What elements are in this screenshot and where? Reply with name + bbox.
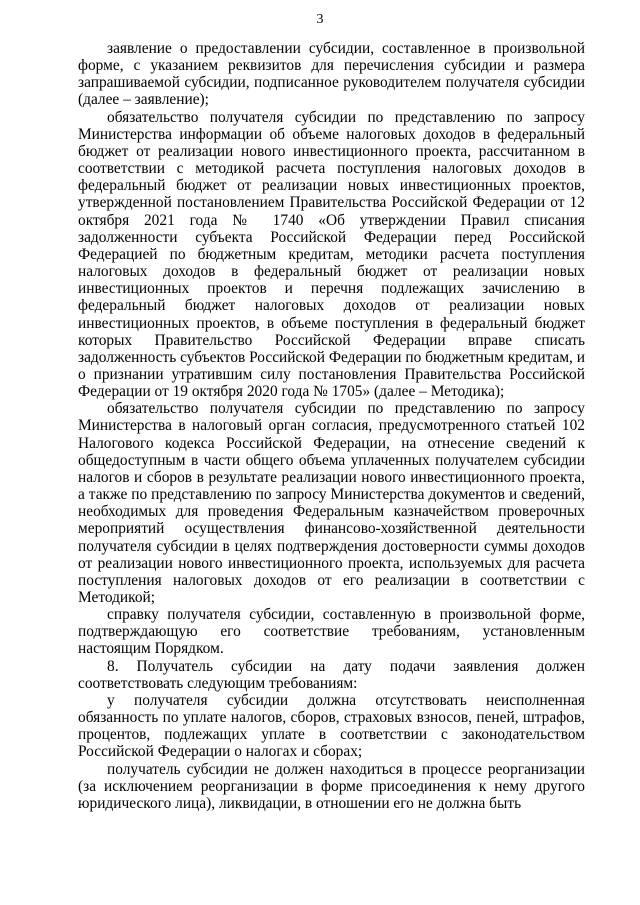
paragraph-tax-revenue-obligation: обязательство получателя субсидии по представлению по запросу Министерства информации об объеме налоговых доходов в федеральный бюджет от реализации нового инвестиционного проекта, рассчитанном в соответствии с методикой расчета поступления налоговых доходов в федеральный бюджет от реализации новых инвестиционных проектов, утвержденной постановлением Правительства Российской Федерации от 12 октября 2021 года № 1740 «Об утверждении Правил списания задолженности субъекта Российской Федерации перед Российской Федерацией по бюджетным кредитам, методики расчета поступления налоговых доходов в федеральный бюджет от реализации новых инвестиционных проектов и перечня подлежащих зачислению в федеральный бюджет налоговых доходов от реализации новых инвестиционных проектов, в объеме поступления в федеральный бюджет которых Правительство Российской Федерации вправе списать задолженность субъектов Российской Федерации по бюджетным кредитам, и о признании утратившим силу постановления Правительства Российской Федерации от 19 октября 2020 года № 1705» (далее – Методика); xyxy=(78,108,585,401)
page-number: 3 xyxy=(316,12,324,27)
body-text xyxy=(78,40,585,812)
paragraph-compliance-certificate: справку получателя субсидии, составленную в произвольной форме, подтверждающую его соответствие требованиям, установленным настоящим Порядком. xyxy=(78,606,585,658)
paragraph-consent-obligation: обязательство получателя субсидии по представлению по запросу Министерства в налоговый орган согласия, предусмотренного статьей 102 Налогового кодекса Российской Федерации, на отнесение сведений к общедоступным в части общего объема уплаченных получателем субсидии налогов и сборов в результате реализации нового инвестиционного проекта, а также по представлению по запросу Министерства документов и сведений, необходимых для проведения Федеральным казначейством проверочных мероприятий осуществления финансово-хозяйственной деятельности получателя субсидии в целях подтверждения достоверности суммы доходов от реализации нового инвестиционного проекта, используемых для расчета поступления налоговых доходов от его реализации в соответствии с Методикой; xyxy=(78,400,585,606)
paragraph-no-reorganization: получатель субсидии не должен находиться в процессе реорганизации (за исключением реорганизации в форме присоединения к нему другого юридического лица), ликвидации, в отношении его не должна быть xyxy=(78,760,585,812)
paragraph-application: заявление о предоставлении субсидии, составленное в произвольной форме, с указанием реквизитов для перечисления субсидии и размера запрашиваемой субсидии, подписанное руководителем получателя субсидии (далее – заявление); xyxy=(78,40,585,109)
paragraph-no-tax-debt: у получателя субсидии должна отсутствовать неисполненная обязанность по уплате налогов, сборов, страховых взносов, пеней, штрафов, процентов, подлежащих уплате в соответствии с законодательством Российской Федерации о налогах и сборах; xyxy=(78,691,585,761)
paragraph-section-8: 8. Получатель субсидии на дату подачи заявления должен соответствовать следующим требованиям: xyxy=(78,657,585,692)
